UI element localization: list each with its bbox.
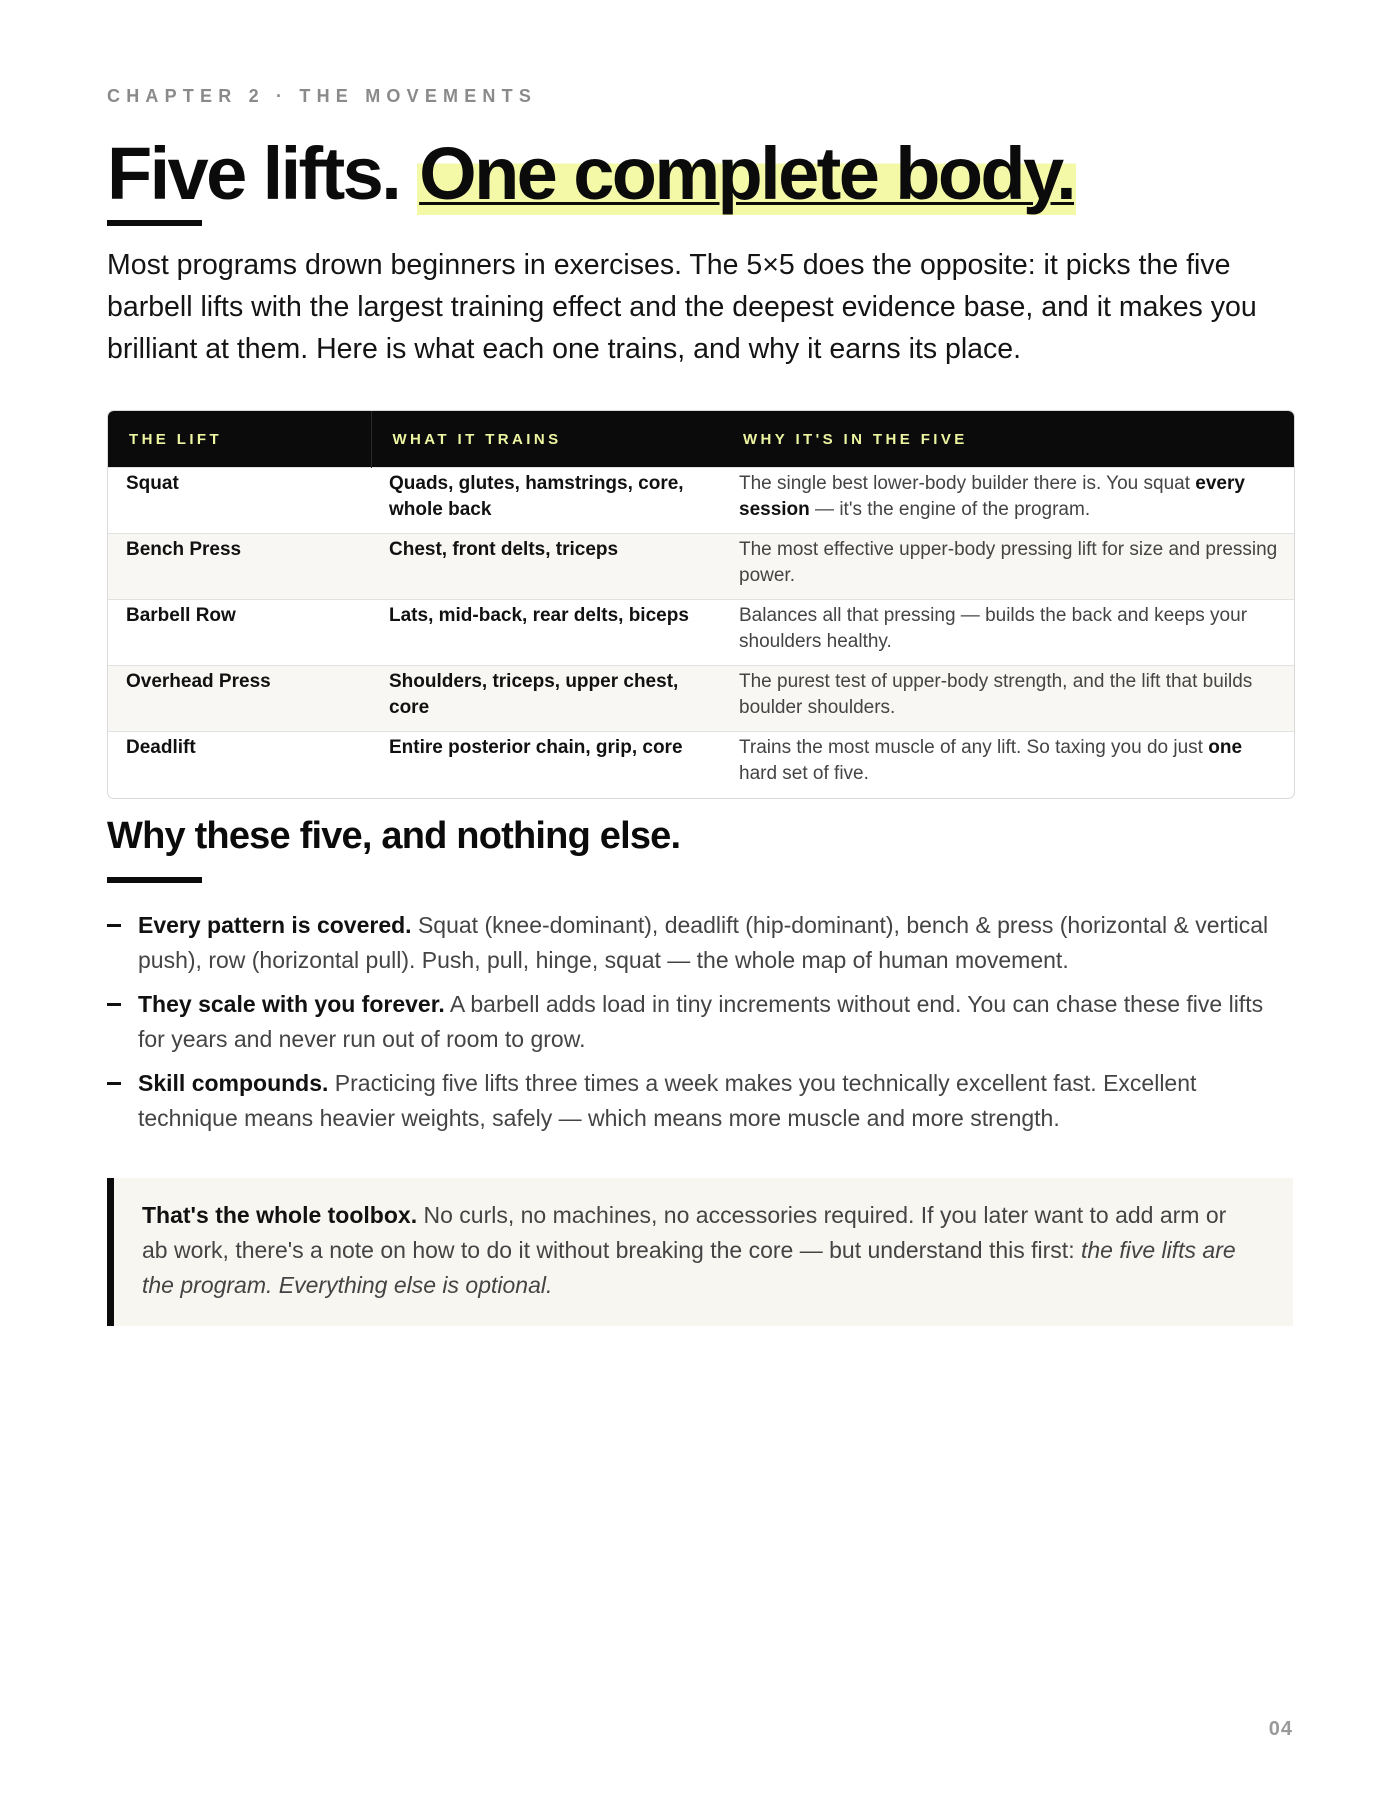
bullet-text: A barbell adds load in tiny increments without end. You can chase these five lifts for years and never run out of room to grow. xyxy=(138,991,1264,1052)
why-text: Trains the most muscle of any lift. So taxing you do just xyxy=(739,737,1209,758)
callout-italic: the five lifts are the program. Everything else is optional. xyxy=(142,1237,1236,1298)
lift-name: Barbell Row xyxy=(108,600,371,666)
title-divider xyxy=(107,220,202,226)
bullet-text: Practicing five lifts three times a week makes you technically excellent fast. Excellent technique means heavier weights, safely — which means more muscle and more strength. xyxy=(138,1070,1197,1131)
lift-name: Overhead Press xyxy=(108,666,371,732)
table-row xyxy=(108,732,1294,798)
section-title: Why these five, and nothing else. xyxy=(107,815,681,857)
reasons-list xyxy=(107,908,1293,1145)
lift-name: Squat xyxy=(108,468,371,534)
callout-text xyxy=(142,1198,1253,1303)
table-row xyxy=(108,666,1294,732)
lifts-table xyxy=(107,410,1295,799)
bullet-text: Squat (knee-dominant), deadlift (hip-dominant), bench & press (horizontal & vertical push), row (horizontal pull). Push, pull, hinge, squat — the whole map of human movement. xyxy=(138,912,1269,973)
lift-why xyxy=(729,600,1294,666)
dash-bullet-icon xyxy=(107,1082,121,1085)
callout-lead: That's the whole toolbox. xyxy=(142,1202,418,1228)
bullet-lead: They scale with you forever. xyxy=(138,991,445,1017)
why-emphasis: every session xyxy=(739,473,1245,520)
why-text-end: hard set of five. xyxy=(739,763,869,784)
why-text: The most effective upper-body pressing lift for size and pressing power. xyxy=(739,539,1278,586)
title-highlight: One complete body. xyxy=(419,132,1075,215)
table-row xyxy=(108,468,1294,534)
lift-trains: Chest, front delts, triceps xyxy=(371,534,729,600)
list-item xyxy=(107,987,1293,1057)
why-text-end: — it's the engine of the program. xyxy=(809,499,1091,520)
toolbox-callout xyxy=(107,1178,1293,1326)
title-plain: Five lifts. xyxy=(107,132,418,215)
lift-why xyxy=(729,534,1294,600)
lift-name: Deadlift xyxy=(108,732,371,798)
why-emphasis: one xyxy=(1208,737,1243,758)
lift-why xyxy=(729,666,1294,732)
lift-trains: Entire posterior chain, grip, core xyxy=(371,732,729,798)
column-header-trains: WHAT IT TRAINS xyxy=(371,411,729,468)
lift-name: Bench Press xyxy=(108,534,371,600)
table-row xyxy=(108,600,1294,666)
list-item xyxy=(107,908,1293,978)
lift-why xyxy=(729,468,1294,534)
why-text: The single best lower-body builder there is. You squat xyxy=(739,473,1196,494)
section-divider xyxy=(107,877,202,883)
page-number: 04 xyxy=(1268,1718,1293,1740)
lift-why xyxy=(729,732,1294,798)
lift-trains: Lats, mid-back, rear delts, biceps xyxy=(371,600,729,666)
why-text: Balances all that pressing — builds the back and keeps your shoulders healthy. xyxy=(739,605,1248,652)
bullet-lead: Every pattern is covered. xyxy=(138,912,412,938)
intro-paragraph: Most programs drown beginners in exercises. The 5×5 does the opposite: it picks the five barbell lifts with the largest training effect and the deepest evidence base, and it makes you brilliant at them. Here is what each one trains, and why it earns its place. xyxy=(107,249,1257,365)
why-text: The purest test of upper-body strength, and the lift that builds boulder shoulders. xyxy=(739,671,1253,718)
column-header-why: WHY IT'S IN THE FIVE xyxy=(729,411,1294,468)
lift-trains: Shoulders, triceps, upper chest, core xyxy=(371,666,729,732)
dash-bullet-icon xyxy=(107,924,121,927)
dash-bullet-icon xyxy=(107,1003,121,1006)
page-title xyxy=(107,130,1076,218)
column-header-lift: THE LIFT xyxy=(108,411,371,468)
list-item xyxy=(107,1066,1293,1136)
table-header-row xyxy=(108,411,1294,468)
callout-body: No curls, no machines, no accessories required. If you later want to add arm or ab work, there's a note on how to do it without breaking the core — but understand this first: xyxy=(142,1202,1227,1263)
bullet-lead: Skill compounds. xyxy=(138,1070,329,1096)
lift-trains: Quads, glutes, hamstrings, core, whole back xyxy=(371,468,729,534)
chapter-eyebrow: CHAPTER 2 · THE MOVEMENTS xyxy=(107,86,538,106)
table-row xyxy=(108,534,1294,600)
